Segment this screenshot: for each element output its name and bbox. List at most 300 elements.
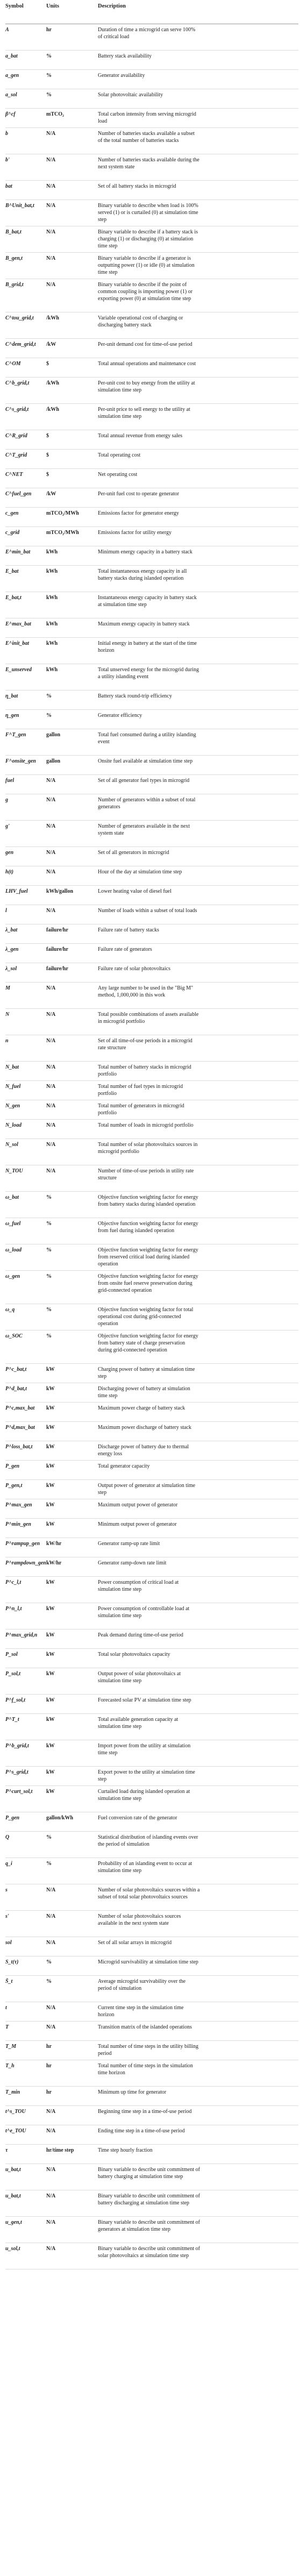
table-row bbox=[5, 404, 298, 430]
description-cell: Ending time step in a time-of-use period bbox=[98, 2128, 185, 2134]
units-cell: kW bbox=[46, 1652, 55, 1657]
units-cell: % bbox=[46, 1861, 52, 1867]
symbol-cell: E^init_bat bbox=[5, 641, 30, 646]
symbol-cell: n bbox=[5, 1038, 9, 1044]
description-cell: Binary variable to describe if a generator is outputting power (1) or idle (0) at simulation time step bbox=[98, 255, 195, 275]
table-row bbox=[5, 618, 298, 638]
description-cell: Fuel conversion rate of the generator bbox=[98, 1815, 177, 1821]
description-cell: Power consumption of controllable load at simulation time step bbox=[98, 1606, 190, 1619]
description-cell: Generator efficiency bbox=[98, 713, 142, 718]
description-cell: Initial energy in battery at the start of the time horizon bbox=[98, 641, 197, 653]
symbol-cell: P^b_grid,t bbox=[5, 1743, 29, 1749]
symbol-cell: T_M bbox=[5, 2044, 16, 2050]
table-row bbox=[5, 154, 298, 181]
symbol-cell: ω_bat bbox=[5, 1194, 19, 1200]
table-row bbox=[5, 1884, 298, 1911]
table-row bbox=[5, 279, 298, 312]
table-row bbox=[5, 821, 298, 847]
description-cell: Binary variable to describe unit commitment of battery charging at simulation time step bbox=[98, 2167, 200, 2180]
table-row bbox=[5, 89, 298, 109]
description-cell: Total number of time steps in the utility billing period bbox=[98, 2044, 199, 2056]
table-row bbox=[5, 1139, 298, 1165]
description-cell: Failure rate of solar photovoltaics bbox=[98, 966, 170, 972]
table-row bbox=[5, 1035, 298, 1062]
symbol-cell: P^d,max_bat bbox=[5, 1425, 35, 1431]
description-cell: Number of solar photovoltaics sources available in the next system state bbox=[98, 1913, 181, 1926]
description-cell: Discharging power of battery at simulation time step bbox=[98, 1386, 190, 1399]
table-row bbox=[5, 2125, 298, 2145]
table-row bbox=[5, 1441, 298, 1461]
description-cell: Number of generators within a subset of total generators bbox=[98, 797, 196, 810]
units-cell: kW/hr bbox=[46, 1541, 62, 1547]
units-cell: kW bbox=[46, 1405, 55, 1411]
symbol-cell: b' bbox=[5, 157, 10, 163]
symbol-cell: bat bbox=[5, 183, 12, 189]
units-cell: kWh bbox=[46, 667, 58, 673]
table-row bbox=[5, 1557, 298, 1577]
description-cell: Maximum power charge of battery stack bbox=[98, 1405, 185, 1411]
table-row bbox=[5, 775, 298, 794]
description-cell: Binary variable to describe unit commitment of solar photovoltaics at simulation time step bbox=[98, 2246, 200, 2259]
symbol-cell: N_gen bbox=[5, 1103, 20, 1109]
units-cell: N/A bbox=[46, 2246, 56, 2252]
symbol-cell: P_sol,t bbox=[5, 1671, 21, 1677]
units-cell: kWh/gallon bbox=[46, 888, 74, 894]
table-row bbox=[5, 592, 298, 618]
table-row bbox=[5, 339, 298, 358]
units-cell: N/A bbox=[46, 203, 56, 209]
symbol-cell: LHV_fuel bbox=[5, 888, 28, 894]
table-row bbox=[5, 1603, 298, 1629]
units-cell: % bbox=[46, 1194, 52, 1200]
table-row bbox=[5, 109, 298, 128]
description-cell: Total number of battery stacks in microgrid portfolio bbox=[98, 1064, 191, 1077]
description-cell: Total number of generators in microgrid portfolio bbox=[98, 1103, 184, 1116]
table-row bbox=[5, 1304, 298, 1330]
symbol-cell: E^min_bat bbox=[5, 549, 31, 555]
symbol-cell: S̄_t bbox=[5, 1979, 13, 1984]
units-cell: kW bbox=[46, 1386, 55, 1392]
table-row bbox=[5, 1740, 298, 1767]
description-cell: Set of all generators in microgrid bbox=[98, 850, 169, 856]
units-cell: N/A bbox=[46, 2109, 56, 2115]
units-cell: N/A bbox=[46, 1940, 56, 1946]
symbol-cell: E^max_bat bbox=[5, 621, 31, 627]
description-cell: Generator ramp-down rate limit bbox=[98, 1560, 167, 1566]
units-cell: N/A bbox=[46, 869, 56, 875]
units-cell: N/A bbox=[46, 2005, 56, 2011]
symbol-cell: gen bbox=[5, 850, 13, 856]
symbol-cell: a_sol bbox=[5, 92, 17, 98]
symbol-cell: P^c,max_bat bbox=[5, 1405, 35, 1411]
header-symbol: Symbol bbox=[5, 3, 24, 9]
table-row bbox=[5, 2145, 298, 2164]
description-cell: Number of batteries stacks available during the next system state bbox=[98, 157, 199, 170]
units-cell: kW/hr bbox=[46, 1560, 62, 1566]
units-cell: kW bbox=[46, 1789, 55, 1795]
table-row bbox=[5, 1480, 298, 1499]
symbol-cell: ω_fuel bbox=[5, 1221, 21, 1227]
description-cell: Output power of generator at simulation time step bbox=[98, 1483, 196, 1496]
table-row bbox=[5, 1649, 298, 1668]
description-cell: Total number of solar photovoltaics sources in microgrid portfolio bbox=[98, 1142, 198, 1155]
units-cell: N/A bbox=[46, 797, 56, 803]
description-cell: Minimum up time for generator bbox=[98, 2089, 167, 2095]
symbol-cell: t^e_TOU bbox=[5, 2128, 26, 2134]
units-cell: N/A bbox=[46, 1142, 56, 1148]
units-cell: N/A bbox=[46, 131, 56, 137]
units-cell: gallon/kWh bbox=[46, 1815, 74, 1821]
table-row bbox=[5, 508, 298, 527]
symbol-cell: P^loss_bat,t bbox=[5, 1444, 33, 1450]
units-cell: gallon bbox=[46, 732, 61, 738]
units-cell: kWh bbox=[46, 568, 58, 574]
table-row bbox=[5, 1519, 298, 1538]
table-row bbox=[5, 1461, 298, 1480]
table-row bbox=[5, 312, 298, 339]
symbol-cell: u_gen,t bbox=[5, 2219, 22, 2225]
table-row bbox=[5, 1695, 298, 1714]
table-row bbox=[5, 226, 298, 253]
table-row bbox=[5, 181, 298, 200]
table-body bbox=[5, 24, 298, 2269]
header-units: Units bbox=[46, 3, 59, 9]
description-cell: Binary variable to describe unit commitment of generators at simulation time step bbox=[98, 2219, 200, 2232]
units-cell: N/A bbox=[46, 1064, 56, 1070]
description-cell: Objective function weighting factor for energy from battery state of charge preservation during grid-connected operation bbox=[98, 1333, 198, 1353]
symbol-cell: E_bat,t bbox=[5, 595, 22, 601]
symbol-cell: C^NET bbox=[5, 472, 23, 478]
symbol-cell: A bbox=[5, 27, 9, 33]
symbol-cell: C^R_grid bbox=[5, 433, 27, 439]
table-row bbox=[5, 1364, 298, 1383]
units-cell: hr/time step bbox=[46, 2147, 74, 2153]
description-cell: Total fuel consumed during a utility islanding event bbox=[98, 732, 196, 745]
symbol-cell: C^T_grid bbox=[5, 452, 27, 458]
description-cell: Onsite fuel available at simulation time step bbox=[98, 758, 193, 764]
description-cell: Hour of the day at simulation time step bbox=[98, 869, 182, 875]
description-cell: Number of time-of-use periods in utility rate structure bbox=[98, 1168, 194, 1181]
units-cell: /kW bbox=[46, 491, 56, 497]
table-row bbox=[5, 1192, 298, 1218]
table-row bbox=[5, 866, 298, 886]
symbol-cell: ω_load bbox=[5, 1247, 22, 1253]
description-cell: Emissions factor for utility energy bbox=[98, 530, 172, 536]
description-cell: Power consumption of critical load at simulation time step bbox=[98, 1579, 179, 1592]
units-cell: N/A bbox=[46, 282, 56, 288]
units-cell: mTCO₂ bbox=[46, 111, 64, 117]
symbol-cell: C^s_grid,t bbox=[5, 407, 29, 412]
units-cell: % bbox=[46, 92, 52, 98]
units-cell: kW bbox=[46, 1717, 55, 1723]
units-cell: % bbox=[46, 1979, 52, 1984]
symbol-cell: M bbox=[5, 985, 10, 991]
symbol-cell: N bbox=[5, 1012, 10, 1017]
units-cell: N/A bbox=[46, 2167, 56, 2173]
symbol-cell: l bbox=[5, 908, 7, 914]
units-cell: N/A bbox=[46, 2193, 56, 2199]
symbol-cell: P_gen bbox=[5, 1815, 20, 1821]
units-cell: failure/hr bbox=[46, 927, 68, 933]
table-row bbox=[5, 638, 298, 664]
table-row bbox=[5, 1120, 298, 1139]
description-cell: Peak demand during time-of-use period bbox=[98, 1632, 183, 1638]
symbol-cell: h(t) bbox=[5, 869, 13, 875]
description-cell: Battery stack availability bbox=[98, 53, 152, 59]
units-cell: N/A bbox=[46, 1038, 56, 1044]
description-cell: Total solar photovoltaics capacity bbox=[98, 1652, 170, 1657]
symbol-cell: T bbox=[5, 2024, 9, 2030]
table-row bbox=[5, 794, 298, 821]
units-cell: % bbox=[46, 1834, 52, 1840]
description-cell: Set of all solar arrays in microgrid bbox=[98, 1940, 172, 1946]
table-row bbox=[5, 924, 298, 944]
units-cell: N/A bbox=[46, 1168, 56, 1174]
description-cell: Battery stack round-trip efficiency bbox=[98, 693, 172, 699]
symbol-cell: g' bbox=[5, 823, 10, 829]
symbol-cell: N_fuel bbox=[5, 1084, 21, 1090]
table-row bbox=[5, 2243, 298, 2269]
table-row bbox=[5, 200, 298, 226]
description-cell: Total number of time steps in the simulation time horizon bbox=[98, 2063, 193, 2076]
table-row bbox=[5, 378, 298, 404]
units-cell: % bbox=[46, 1959, 52, 1965]
units-cell: kW bbox=[46, 1606, 55, 1612]
units-cell: hr bbox=[46, 27, 52, 33]
table-row bbox=[5, 1812, 298, 1832]
description-cell: Total carbon intensity from serving microgrid load bbox=[98, 111, 196, 124]
table-row bbox=[5, 1100, 298, 1120]
symbol-cell: B^Unit_bat,t bbox=[5, 203, 34, 209]
table-row bbox=[5, 1165, 298, 1192]
units-cell: kWh bbox=[46, 549, 58, 555]
table-row bbox=[5, 847, 298, 866]
units-cell: kW bbox=[46, 1671, 55, 1677]
symbol-cell: C^OM bbox=[5, 361, 21, 367]
units-cell: N/A bbox=[46, 985, 56, 991]
table-header bbox=[5, 0, 298, 24]
table-row bbox=[5, 1244, 298, 1271]
nomenclature-table bbox=[5, 0, 298, 2269]
units-cell: kW bbox=[46, 1697, 55, 1703]
units-cell: N/A bbox=[46, 1887, 56, 1893]
description-cell: Any large number to be used in the "Big M" method, 1,000,000 in this work bbox=[98, 985, 194, 998]
table-row bbox=[5, 450, 298, 469]
table-row bbox=[5, 1714, 298, 1740]
description-cell: Probability of an islanding event to occur at simulation time step bbox=[98, 1861, 192, 1874]
table-row bbox=[5, 1668, 298, 1695]
description-cell: Failure rate of battery stacks bbox=[98, 927, 159, 933]
description-cell: Total possible combinations of assets available in microgrid portfolio bbox=[98, 1012, 199, 1024]
description-cell: Number of batteries stacks available a subset of the total number of batteries stacks bbox=[98, 131, 195, 144]
units-cell: % bbox=[46, 693, 52, 699]
description-cell: Set of all generator fuel types in microgrid bbox=[98, 778, 190, 784]
units-cell: kW bbox=[46, 1579, 55, 1585]
units-cell: kW bbox=[46, 1502, 55, 1508]
header-description: Description bbox=[98, 3, 126, 9]
table-row bbox=[5, 1538, 298, 1557]
description-cell: Total available generation capacity at simulation time step bbox=[98, 1717, 178, 1730]
symbol-cell: B_grid,t bbox=[5, 282, 24, 288]
symbol-cell: P^n_l,t bbox=[5, 1606, 22, 1612]
units-cell: % bbox=[46, 53, 52, 59]
units-cell: failure/hr bbox=[46, 947, 68, 952]
symbol-cell: P^T_t bbox=[5, 1717, 19, 1723]
symbol-cell: C^b_grid,t bbox=[5, 380, 30, 386]
description-cell: Duration of time a microgrid can serve 100% of critical load bbox=[98, 27, 196, 40]
symbol-cell: t bbox=[5, 2005, 7, 2011]
description-cell: Total number of loads in microgrid portfolio bbox=[98, 1122, 194, 1128]
symbol-cell: N_load bbox=[5, 1122, 22, 1128]
description-cell: Binary variable to describe if the point of common coupling is importing power (1) or exporting power (0) at simulation time step bbox=[98, 282, 193, 302]
table-row bbox=[5, 527, 298, 546]
units-cell: $ bbox=[46, 433, 49, 439]
table-row bbox=[5, 2217, 298, 2243]
table-row bbox=[5, 1577, 298, 1603]
symbol-cell: C^tou_grid,t bbox=[5, 315, 34, 321]
description-cell: Objective function weighting factor for energy from onsite fuel reserve preservation during grid-connected operation bbox=[98, 1273, 198, 1293]
table-row bbox=[5, 2041, 298, 2060]
description-cell: Export power to the utility at simulation time step bbox=[98, 1769, 195, 1782]
symbol-cell: s' bbox=[5, 1913, 9, 1919]
description-cell: Total number of fuel types in microgrid portfolio bbox=[98, 1084, 183, 1097]
table-row bbox=[5, 1218, 298, 1244]
units-cell: kW bbox=[46, 1425, 55, 1431]
symbol-cell: P^s_grid,t bbox=[5, 1769, 28, 1775]
symbol-cell: C^dem_grid,t bbox=[5, 341, 36, 347]
symbol-cell: C^fuel_gen bbox=[5, 491, 32, 497]
symbol-cell: β^cf bbox=[5, 111, 16, 117]
symbol-cell: P^rampup_gen bbox=[5, 1541, 40, 1547]
units-cell: N/A bbox=[46, 1122, 56, 1128]
table-row bbox=[5, 1081, 298, 1100]
description-cell: Charging power of battery at simulation time step bbox=[98, 1367, 195, 1379]
units-cell: kWh bbox=[46, 641, 58, 646]
units-cell: N/A bbox=[46, 1913, 56, 1919]
description-cell: Total annual operations and maintenance cost bbox=[98, 361, 196, 367]
units-cell: % bbox=[46, 1333, 52, 1339]
symbol-cell: g bbox=[5, 797, 8, 803]
symbol-cell: ω_q bbox=[5, 1307, 15, 1313]
table-row bbox=[5, 1009, 298, 1035]
units-cell: kWh bbox=[46, 621, 58, 627]
table-row bbox=[5, 2022, 298, 2041]
description-cell: Set of all battery stacks in microgrid bbox=[98, 183, 176, 189]
units-cell: N/A bbox=[46, 823, 56, 829]
table-row bbox=[5, 358, 298, 378]
symbol-cell: c_gen bbox=[5, 510, 19, 516]
units-cell: $ bbox=[46, 472, 49, 478]
description-cell: Binary variable to describe when load is 100% served (1) or is curtailed (0) at simulation time step bbox=[98, 203, 198, 223]
description-cell: Transition matrix of the islanded operations bbox=[98, 2024, 192, 2030]
description-cell: Objective function weighting factor for energy from fuel during islanded operation bbox=[98, 1221, 198, 1234]
table-row bbox=[5, 1499, 298, 1519]
table-row bbox=[5, 756, 298, 775]
symbol-cell: fuel bbox=[5, 778, 15, 784]
units-cell: % bbox=[46, 1221, 52, 1227]
units-cell: gallon bbox=[46, 758, 61, 764]
description-cell: Objective function weighting factor for total operational cost during grid-connected operation bbox=[98, 1307, 194, 1327]
units-cell: /kWh bbox=[46, 380, 59, 386]
units-cell: kW bbox=[46, 1769, 55, 1775]
description-cell: Lower heating value of diesel fuel bbox=[98, 888, 172, 894]
table-row bbox=[5, 70, 298, 89]
table-row bbox=[5, 24, 298, 51]
description-cell: Net operating cost bbox=[98, 472, 138, 478]
symbol-cell: τ bbox=[5, 2147, 8, 2153]
units-cell: % bbox=[46, 1273, 52, 1279]
symbol-cell: a_bat bbox=[5, 53, 18, 59]
units-cell: N/A bbox=[46, 183, 56, 189]
symbol-cell: N_bat bbox=[5, 1064, 19, 1070]
units-cell: % bbox=[46, 713, 52, 718]
units-cell: % bbox=[46, 1307, 52, 1313]
description-cell: Average microgrid survivability over the period of simulation bbox=[98, 1979, 186, 1991]
units-cell: N/A bbox=[46, 2219, 56, 2225]
units-cell: N/A bbox=[46, 157, 56, 163]
description-cell: Per-unit price to sell energy to the utility at simulation time step bbox=[98, 407, 190, 419]
table-row bbox=[5, 1330, 298, 1364]
description-cell: Import power from the utility at simulation time step bbox=[98, 1743, 191, 1756]
description-cell: Failure rate of generators bbox=[98, 947, 152, 952]
units-cell: N/A bbox=[46, 229, 56, 235]
table-row bbox=[5, 691, 298, 710]
symbol-cell: P^curt_sol,t bbox=[5, 1789, 33, 1795]
units-cell: N/A bbox=[46, 850, 56, 856]
symbol-cell: P^c_l,t bbox=[5, 1579, 22, 1585]
units-cell: /kWh bbox=[46, 407, 59, 412]
description-cell: Curtailed load during islanded operation at simulation time step bbox=[98, 1789, 190, 1802]
symbol-cell: λ_bat bbox=[5, 927, 18, 933]
description-cell: Variable operational cost of charging or discharging battery stack bbox=[98, 315, 183, 328]
symbol-cell: ω_gen bbox=[5, 1273, 20, 1279]
units-cell: N/A bbox=[46, 1103, 56, 1109]
description-cell: Instantaneous energy capacity in battery stack at simulation time step bbox=[98, 595, 197, 608]
units-cell: N/A bbox=[46, 2128, 56, 2134]
table-row bbox=[5, 1271, 298, 1304]
description-cell: Total annual revenue from energy sales bbox=[98, 433, 183, 439]
description-cell: Total unserved energy for the microgrid during a utility islanding event bbox=[98, 667, 199, 680]
units-cell: kWh bbox=[46, 595, 58, 601]
description-cell: Per-unit fuel cost to operate generator bbox=[98, 491, 180, 497]
symbol-cell: t^s_TOU bbox=[5, 2109, 26, 2115]
description-cell: Number of solar photovoltaics sources within a subset of total solar photovoltaics sources bbox=[98, 1887, 200, 1900]
units-cell: N/A bbox=[46, 778, 56, 784]
units-cell: mTCO₂/MWh bbox=[46, 530, 79, 536]
symbol-cell: c_grid bbox=[5, 530, 20, 536]
description-cell: Binary variable to describe unit commitment of battery discharging at simulation time step bbox=[98, 2193, 200, 2206]
symbol-cell: P^f_sol,t bbox=[5, 1697, 26, 1703]
symbol-cell: F^onsite_gen bbox=[5, 758, 36, 764]
units-cell: /kW bbox=[46, 341, 56, 347]
description-cell: Discharge power of battery due to thermal energy loss bbox=[98, 1444, 189, 1457]
table-row bbox=[5, 488, 298, 508]
table-row bbox=[5, 2060, 298, 2087]
table-row bbox=[5, 1422, 298, 1441]
units-cell: kW bbox=[46, 1463, 55, 1469]
description-cell: Minimum energy capacity in a battery stack bbox=[98, 549, 192, 555]
units-cell: hr bbox=[46, 2063, 52, 2069]
description-cell: Current time step in the simulation time horizon bbox=[98, 2005, 184, 2018]
table-row bbox=[5, 1911, 298, 1937]
symbol-cell: T_min bbox=[5, 2089, 20, 2095]
units-cell: N/A bbox=[46, 1012, 56, 1017]
symbol-cell: sol bbox=[5, 1940, 12, 1946]
units-cell: kW bbox=[46, 1444, 55, 1450]
table-row bbox=[5, 1976, 298, 2002]
description-cell: Per-unit cost to buy energy from the utility at simulation time step bbox=[98, 380, 195, 393]
table-row bbox=[5, 2190, 298, 2217]
